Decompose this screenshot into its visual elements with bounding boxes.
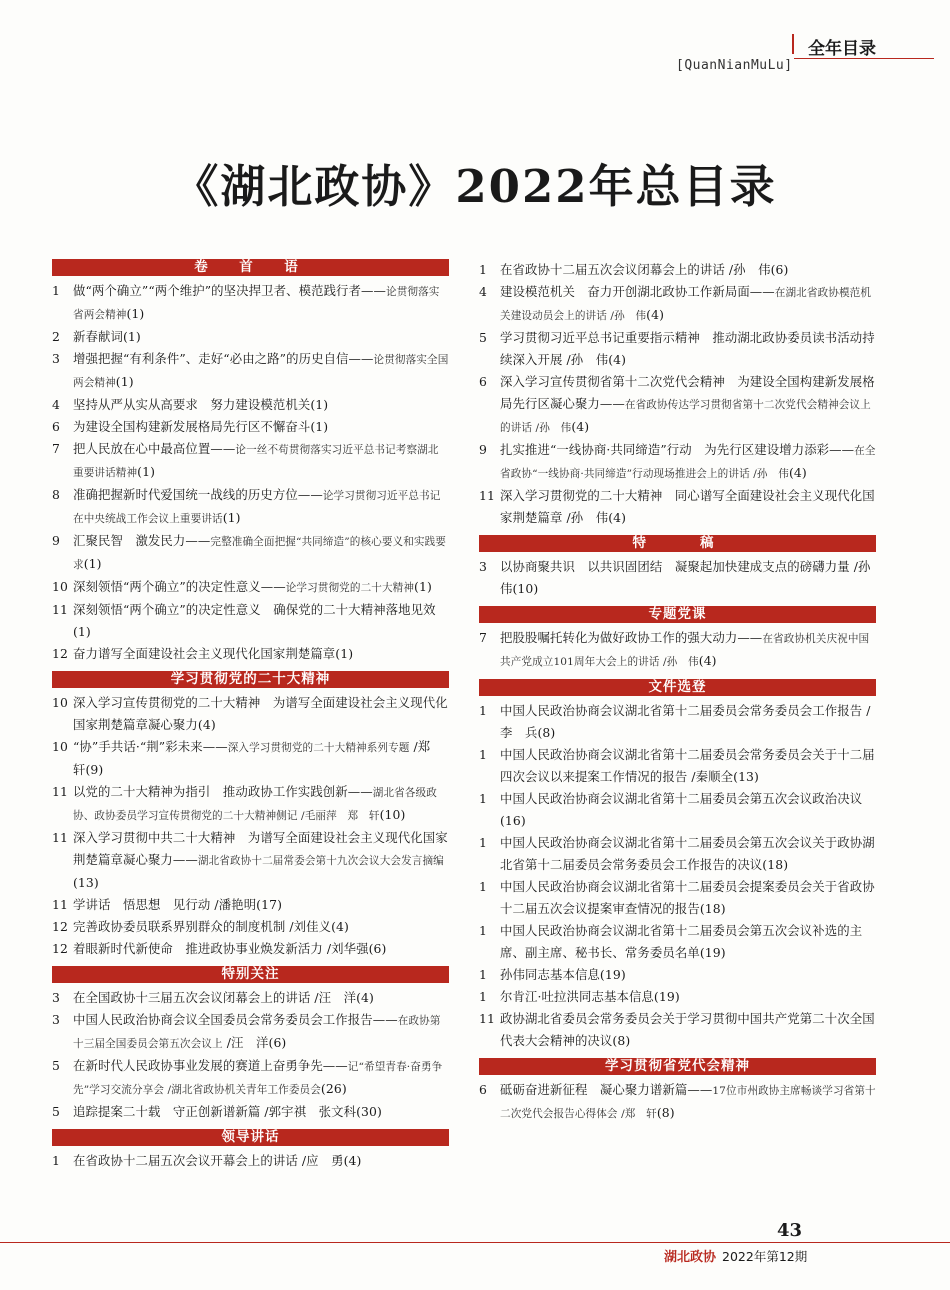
issue-number: 10 <box>52 695 68 710</box>
entry-page-ref: (1) <box>137 464 156 479</box>
section-header: 学习贯彻省党代会精神 <box>479 1058 876 1075</box>
toc-entry[interactable] <box>52 827 449 894</box>
issue-number: 6 <box>52 419 60 434</box>
section-header: 文件选登 <box>479 679 876 696</box>
toc-entry[interactable] <box>52 280 449 326</box>
toc-entry[interactable] <box>479 259 876 281</box>
toc-left-column <box>52 259 449 1172</box>
entry-title: 在省政协十二届五次会议闭幕会上的讲话 /孙 伟(6) <box>500 262 789 277</box>
entry-title: 奋力谱写全面建设社会主义现代化国家荆楚篇章(1) <box>73 646 354 661</box>
entry-page-ref: (13) <box>73 875 99 890</box>
entry-page-ref: /汪 洋(6) <box>222 1035 287 1050</box>
toc-entry[interactable] <box>52 416 449 438</box>
toc-entry[interactable] <box>479 920 876 964</box>
page-number: 43 <box>777 1220 803 1241</box>
entry-page-ref: (1) <box>115 374 134 389</box>
entry-title: 把股股嘱托转化为做好政协工作的强大动力—— <box>500 630 763 645</box>
toc-entry[interactable] <box>479 627 876 673</box>
toc-entry[interactable] <box>479 1008 876 1052</box>
issue-number: 5 <box>52 1104 60 1119</box>
toc-entry[interactable] <box>52 1009 449 1055</box>
entry-page-ref: (8) <box>656 1105 675 1120</box>
toc-entry[interactable] <box>479 832 876 876</box>
entry-subtitle: 记“希望青春·奋勇争先”学习交流分享会 /湖北省政协机关青年工作委员会 <box>73 1061 443 1096</box>
section-header: 专题党课 <box>479 606 876 623</box>
issue-number: 4 <box>52 397 60 412</box>
magazine-issue: 2022年第12期 <box>722 1249 808 1264</box>
toc-entry[interactable] <box>479 556 884 600</box>
entry-title: 中国人民政治协商会议湖北省第十二届委员会常务委员会关于十二届四次会议以来提案工作情况的报告 /秦顺全(13) <box>500 747 875 784</box>
entry-subtitle: 湖北省政协十二届常委会第十九次会议大会发言摘编 <box>197 855 444 867</box>
entry-page-ref: (1) <box>83 556 102 571</box>
entry-page-ref: (1) <box>414 579 432 594</box>
issue-number: 3 <box>52 351 60 366</box>
section-header: 学习贯彻党的二十大精神 <box>52 671 449 688</box>
toc-entry[interactable] <box>52 781 449 827</box>
entry-title: 深入学习贯彻党的二十大精神 同心谱写全面建设社会主义现代化国家荆楚篇章 /孙 伟(4) <box>500 488 875 525</box>
toc-entry[interactable] <box>52 530 449 576</box>
section-header: 卷 首 语 <box>52 259 449 276</box>
entry-page-ref: (4) <box>788 465 807 480</box>
entry-title: 扎实推进“一线协商·共同缔造”行动 为先行区建设增力添彩—— <box>500 442 855 457</box>
toc-entry[interactable] <box>479 327 876 371</box>
issue-number: 1 <box>479 835 487 850</box>
footer-magazine <box>664 1246 807 1265</box>
issue-number: 12 <box>52 919 68 934</box>
toc-entry[interactable] <box>52 736 449 781</box>
issue-number: 1 <box>479 967 487 982</box>
entry-title: 深入学习宣传贯彻党的二十大精神 为谱写全面建设社会主义现代化国家荆楚篇章凝心聚力(4) <box>73 695 448 732</box>
entry-title: 在省政协十二届五次会议开幕会上的讲话 /应 勇(4) <box>73 1153 362 1168</box>
issue-number: 3 <box>479 559 487 574</box>
issue-number: 11 <box>52 784 68 799</box>
issue-number: 1 <box>479 989 487 1004</box>
toc-entry[interactable] <box>479 964 876 986</box>
toc-entry[interactable] <box>52 692 449 736</box>
toc-entry[interactable] <box>479 1079 876 1125</box>
footer-rule <box>0 1242 950 1243</box>
page-title: 《湖北政协》2022年总目录 <box>173 160 777 213</box>
toc-entry[interactable] <box>52 599 449 643</box>
entry-title: 把人民放在心中最高位置—— <box>73 441 236 456</box>
entry-title: 汇聚民智 激发民力—— <box>73 533 211 548</box>
issue-number: 1 <box>52 283 60 298</box>
issue-number: 5 <box>52 1058 60 1073</box>
toc-entry[interactable] <box>52 326 449 348</box>
section-tag-label: 全年目录 <box>808 39 876 59</box>
entry-subtitle: 湖北省各级政协、政协委员学习宣传贯彻党的二十大精神侧记 /毛丽萍 郑 轩 <box>73 787 437 822</box>
entry-title: 在全国政协十三届五次会议闭幕会上的讲话 /汪 洋(4) <box>73 990 374 1005</box>
toc-entry[interactable] <box>479 986 876 1008</box>
entry-title: 深刻领悟“两个确立”的决定性意义 确保党的二十大精神落地见效(1) <box>73 602 436 639</box>
issue-number: 9 <box>52 533 60 548</box>
toc-entry[interactable] <box>479 281 876 327</box>
entry-subtitle: 17位市州政协主席畅谈学习省第十二次党代会报告心得体会 /郑 轩 <box>500 1085 876 1120</box>
entry-title: 学习贯彻习近平总书记重要指示精神 推动湖北政协委员读书活动持续深入开展 /孙 伟(4) <box>500 330 875 367</box>
toc-entry[interactable] <box>52 987 449 1009</box>
issue-number: 3 <box>52 990 60 1005</box>
toc-entry[interactable] <box>479 439 876 485</box>
entry-title: “协”手共话·“荆”彩未来—— <box>73 739 228 754</box>
entry-title: 孙伟同志基本信息(19) <box>500 967 626 982</box>
issue-number: 1 <box>479 747 487 762</box>
entry-subtitle: 论学习贯彻习近平总书记在中央统战工作会议上重要讲话 <box>73 490 441 525</box>
toc-entry[interactable] <box>479 744 876 788</box>
entry-title: 中国人民政治协商会议湖北省第十二届委员会提案委员会关于省政协十二届五次会议提案审查情况的报告(18) <box>500 879 875 916</box>
toc-entry[interactable] <box>479 700 876 744</box>
issue-number: 2 <box>52 329 60 344</box>
toc-entry[interactable] <box>52 484 449 530</box>
issue-number: 7 <box>52 441 60 456</box>
entry-title: 完善政协委员联系界别群众的制度机制 /刘佳义(4) <box>73 919 349 934</box>
entry-subtitle: 论学习贯彻党的二十大精神 <box>285 582 415 594</box>
entry-page-ref: (4) <box>646 307 665 322</box>
entry-title: 增强把握“有利条件”、走好“必由之路”的历史自信—— <box>73 351 374 366</box>
entry-subtitle: 深入学习贯彻党的二十大精神系列专题 <box>227 742 410 754</box>
entry-title: 政协湖北省委员会常务委员会关于学习贯彻中国共产党第二十次全国代表大会精神的决议(8) <box>500 1011 875 1048</box>
toc-entry[interactable] <box>52 1055 449 1101</box>
entry-title: 为建设全国构建新发展格局先行区不懈奋斗(1) <box>73 419 329 434</box>
issue-number: 1 <box>52 1153 60 1168</box>
toc-entry[interactable] <box>52 394 449 416</box>
toc-entry[interactable] <box>479 876 876 920</box>
entry-title: 建设模范机关 奋力开创湖北政协工作新局面—— <box>500 284 775 299</box>
toc-entry[interactable] <box>52 348 449 394</box>
issue-number: 6 <box>479 1082 487 1097</box>
issue-number: 5 <box>479 330 487 345</box>
section-tag-rule <box>794 58 934 59</box>
entry-title: 中国人民政治协商会议湖北省第十二届委员会常务委员会工作报告 /李 兵(8) <box>500 703 871 740</box>
entry-title: 深刻领悟“两个确立”的决定性意义—— <box>73 579 286 594</box>
issue-number: 7 <box>479 630 487 645</box>
entry-subtitle: 论一丝不苟贯彻落实习近平总书记考察湖北重要讲话精神 <box>73 444 439 479</box>
entry-title: 追踪提案二十载 守正创新谱新篇 /郭宇祺 张文科(30) <box>73 1104 382 1119</box>
entry-subtitle: 在省政协机关庆祝中国共产党成立101周年大会上的讲话 /孙 伟 <box>500 633 870 668</box>
issue-number: 11 <box>52 830 68 845</box>
issue-number: 11 <box>479 1011 495 1026</box>
toc-entry[interactable] <box>52 643 449 665</box>
issue-number: 12 <box>52 941 68 956</box>
issue-number: 1 <box>479 923 487 938</box>
entry-title: 坚持从严从实从高要求 努力建设模范机关(1) <box>73 397 329 412</box>
issue-number: 3 <box>52 1012 60 1027</box>
entry-title: 着眼新时代新使命 推进政协事业焕发新活力 /刘华强(6) <box>73 941 387 956</box>
entry-subtitle: 在湖北省政协模范机关建设动员会上的讲话 /孙 伟 <box>500 287 872 322</box>
issue-number: 12 <box>52 646 68 661</box>
toc-entry[interactable] <box>52 576 449 599</box>
issue-number: 11 <box>52 897 68 912</box>
issue-number: 4 <box>479 284 487 299</box>
issue-number: 10 <box>52 739 68 754</box>
toc-entry[interactable] <box>52 916 449 938</box>
toc-entry[interactable] <box>52 438 449 484</box>
issue-number: 8 <box>52 487 60 502</box>
entry-title: 深入学习贯彻中共二十大精神 为谱写全面建设社会主义现代化国家荆楚篇章凝心聚力—— <box>73 830 448 867</box>
entry-page-ref: /郑 轩(9) <box>73 739 443 777</box>
toc-right-column <box>479 259 884 1125</box>
section-tag <box>792 34 934 59</box>
magazine-name: 湖北政协 <box>664 1250 717 1265</box>
entry-page-ref: (1) <box>222 510 241 525</box>
entry-subtitle: 在全省政协“一线协商·共同缔造”行动现场推进会上的讲话 /孙 伟 <box>500 445 876 480</box>
toc-entry[interactable] <box>479 485 876 529</box>
toc-entry[interactable] <box>52 938 449 960</box>
toc-entry[interactable] <box>52 1150 449 1172</box>
entry-title: 砥砺奋进新征程 凝心聚力谱新篇—— <box>500 1082 713 1097</box>
entry-title: 新春献词(1) <box>73 329 141 344</box>
entry-subtitle: 完整准确全面把握“共同缔造”的核心要义和实践要求 <box>73 536 447 571</box>
entry-title: 在新时代人民政协事业发展的赛道上奋勇争先—— <box>73 1058 348 1073</box>
entry-title: 尔肯江·吐拉洪同志基本信息(19) <box>500 989 680 1004</box>
entry-subtitle: 在省政协传达学习贯彻省第十二次党代会精神会议上的讲话 /孙 伟 <box>500 399 871 434</box>
section-tag-pinyin: [QuanNianMuLu] <box>676 58 793 73</box>
entry-page-ref: (4) <box>571 419 590 434</box>
section-header: 领导讲话 <box>52 1129 449 1146</box>
entry-title: 准确把握新时代爱国统一战线的历史方位—— <box>73 487 323 502</box>
entry-page-ref: (4) <box>698 653 717 668</box>
issue-number: 10 <box>52 579 68 594</box>
issue-number: 1 <box>479 791 487 806</box>
entry-page-ref: (1) <box>126 306 145 321</box>
issue-number: 6 <box>479 374 487 389</box>
issue-number: 11 <box>479 488 495 503</box>
entry-page-ref: (26) <box>320 1081 347 1096</box>
entry-title: 学讲话 悟思想 见行动 /潘艳明(17) <box>73 897 283 912</box>
entry-title: 中国人民政治协商会议湖北省第十二届委员会第五次会议政治决议(16) <box>500 791 863 828</box>
entry-title: 做“两个确立”“两个维护”的坚决捍卫者、模范践行者—— <box>73 283 387 298</box>
entry-title: 中国人民政治协商会议全国委员会常务委员会工作报告—— <box>73 1012 398 1027</box>
issue-number: 11 <box>52 602 68 617</box>
entry-page-ref: (10) <box>379 807 406 822</box>
entry-title: 以党的二十大精神为指引 推动政协工作实践创新—— <box>73 784 373 799</box>
issue-number: 1 <box>479 879 487 894</box>
toc-entry[interactable] <box>52 1101 449 1123</box>
entry-title: 中国人民政治协商会议湖北省第十二届委员会第五次会议补选的主席、副主席、秘书长、常务委员名单(19) <box>500 923 863 960</box>
issue-number: 9 <box>479 442 487 457</box>
entry-title: 深入学习宣传贯彻省第十二次党代会精神 为建设全国构建新发展格局先行区凝心聚力—— <box>500 374 875 411</box>
entry-subtitle: 在政协第十三届全国委员会第五次会议上 <box>73 1015 441 1050</box>
entry-title: 以协商聚共识 以共识固团结 凝聚起加快建成支点的磅礴力量 /孙 伟(10) <box>500 559 884 596</box>
issue-number: 1 <box>479 262 487 277</box>
toc-entry[interactable] <box>52 894 449 916</box>
entry-subtitle: 论贯彻落实全国两会精神 <box>73 354 449 389</box>
issue-number: 1 <box>479 703 487 718</box>
toc-entry[interactable] <box>479 371 876 439</box>
section-header: 特 稿 <box>479 535 876 552</box>
section-header: 特别关注 <box>52 966 449 983</box>
entry-title: 中国人民政治协商会议湖北省第十二届委员会第五次会议关于政协湖北省第十二届委员会常务委员会工作报告的决议(18) <box>500 835 875 872</box>
entry-subtitle: 论贯彻落实省两会精神 <box>73 286 440 321</box>
toc-entry[interactable] <box>479 788 876 832</box>
